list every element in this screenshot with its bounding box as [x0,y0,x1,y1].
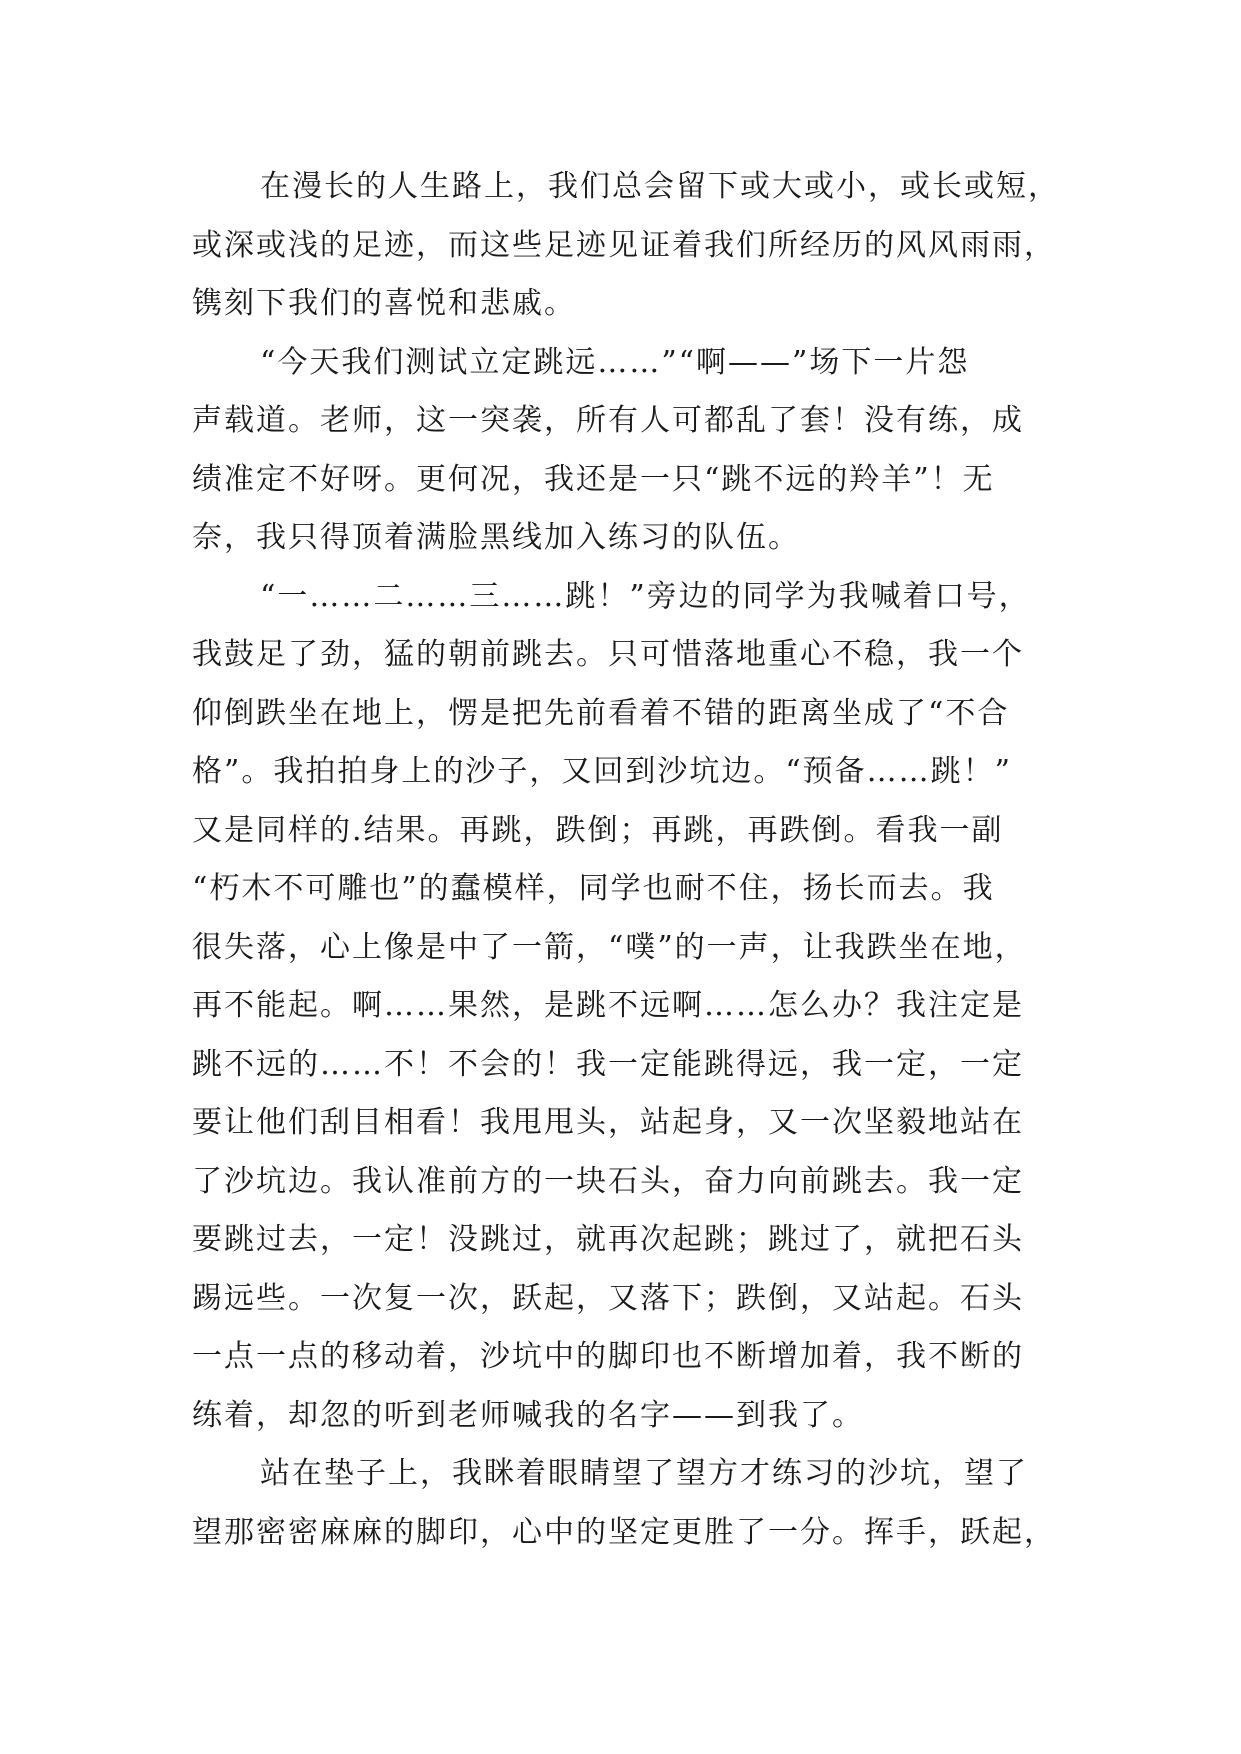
paragraph-3-line-8: 再不能起。啊……果然，是跳不远啊……怎么办？我注定是 [192,988,1024,1023]
paragraph-3-line-1: “一……二……三……跳！”旁边的同学为我喊着口号， [260,578,1031,614]
paragraph-2-line-2: 声载道。老师，这一突袭，所有人可都乱了套！没有练，成 [192,403,1024,438]
paragraph-4-line-2: 望那密密麻麻的脚印，心中的坚定更胜了一分。挥手，跃起， [192,1514,1056,1550]
paragraph-3-line-2: 我鼓足了劲，猛的朝前跳去。只可惜落地重心不稳，我一个 [192,637,1024,672]
paragraph-3-line-14: 一点一点的移动着，沙坑中的脚印也不断增加着，我不断的 [192,1339,1024,1374]
paragraph-3-line-13: 踢远些。一次复一次，跃起，又落下；跌倒，又站起。石头 [192,1280,1024,1316]
paragraph-2-line-1: “今天我们测试立定跳远……”“啊——”场下一片怨 [260,344,970,380]
paragraph-3-line-9: 跳不远的……不！不会的！我一定能跳得远，我一定，一定 [192,1046,1024,1082]
paragraph-3-line-15: 练着，却忽的听到老师喊我的名字——到我了。 [192,1397,864,1433]
paragraph-3-line-10: 要让他们刮目相看！我甩甩头，站起身，又一次坚毅地站在 [192,1105,1024,1140]
paragraph-2-line-4: 奈，我只得顶着满脸黑线加入练习的队伍。 [192,520,800,555]
paragraph-3-line-11: 了沙坑边。我认准前方的一块石头，奋力向前跳去。我一定 [192,1163,1024,1199]
paragraph-3-line-4: 格”。我拍拍身上的沙子，又回到沙坑边。“预备……跳！” [192,754,1013,789]
paragraph-4-line-1: 站在垫子上，我眯着眼睛望了望方才练习的沙坑，望了 [260,1456,1028,1491]
paragraph-2-line-3: 绩准定不好呀。更何况，我还是一只“跳不远的羚羊”！无 [192,461,995,497]
paragraph-3-line-12: 要跳过去，一定！没跳过，就再次起跳；跳过了，就把石头 [192,1222,1024,1257]
paragraph-3-line-6: “朽木不可雕也”的蠢模样，同学也耐不住，扬长而去。我 [192,871,995,906]
paragraph-1-line-2: 或深或浅的足迹，而这些足迹见证着我们所经历的风风雨雨， [192,227,1056,263]
paragraph-3-line-7: 很失落，心上像是中了一箭，“噗”的一声，让我跌坐在地， [192,929,1027,965]
paragraph-1-line-1: 在漫长的人生路上，我们总会留下或大或小，或长或短， [260,169,1060,204]
paragraph-3-line-5: 又是同样的.结果。再跳，跌倒；再跳，再跌倒。看我一副 [192,812,1004,848]
document-body [192,158,1092,1562]
paragraph-3-line-3: 仰倒跌坐在地上，愣是把先前看着不错的距离坐成了“不合 [192,695,1010,731]
paragraph-1-line-3: 镌刻下我们的喜悦和悲戚。 [192,286,576,321]
